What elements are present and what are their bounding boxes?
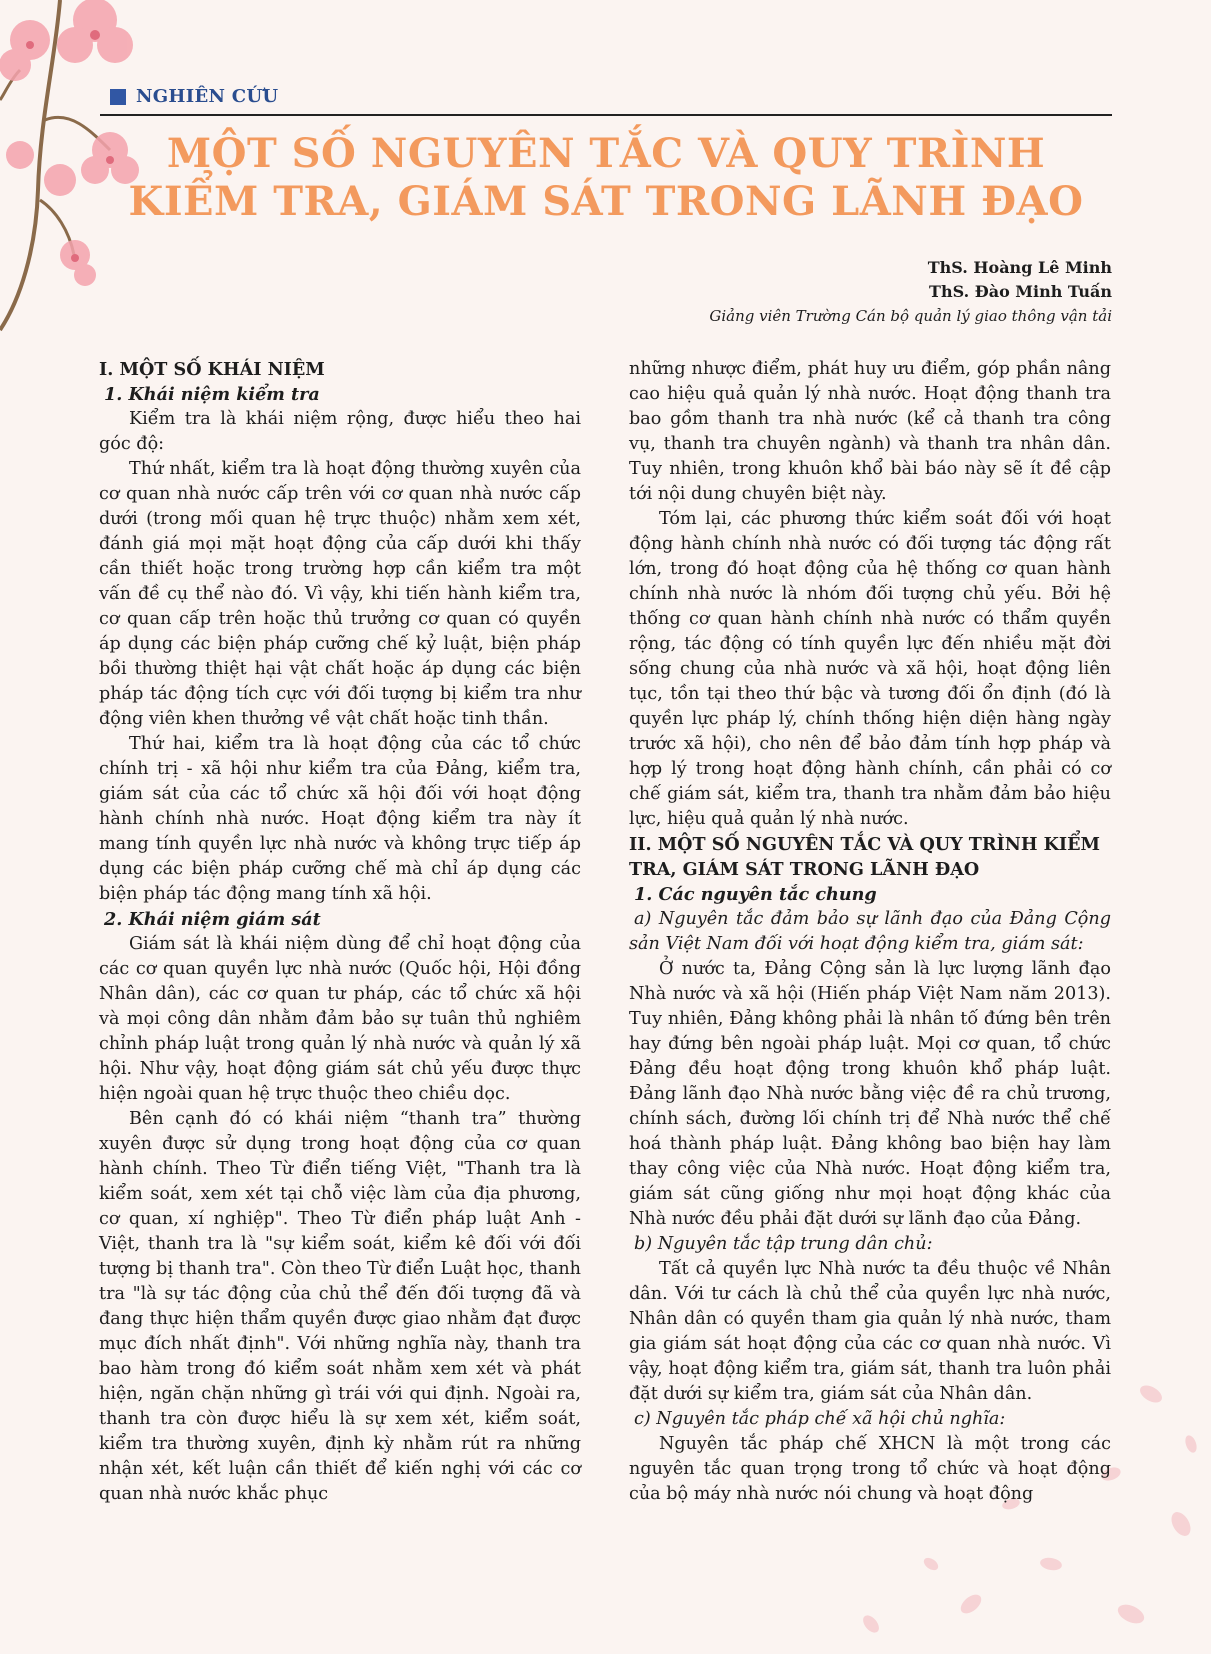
article-title — [100, 130, 1112, 226]
heading-principle-b: b) Nguyên tắc tập trung dân chủ: — [634, 1234, 933, 1254]
heading-concept-supervision: 2. Khái niệm giám sát — [104, 909, 321, 930]
paragraph: Tất cả quyền lực Nhà nước ta đều thuộc về Nhân dân. Với tư cách là chủ thể của quyền lực nhà nước, Nhân dân có quyền tham gia quản lý nhà nước, tham gia giám sát hoạt động của các cơ quan nhà nước. Vì vậy, hoạt động kiểm tra, giám sát, thanh tra luôn phải đặt dưới sự kiểm tra, giám sát của Nhân dân. — [629, 1259, 1111, 1404]
author-1: ThS. Hoàng Lê Minh — [927, 258, 1112, 277]
paragraph: Ở nước ta, Đảng Cộng sản là lực lượng lãnh đạo Nhà nước và xã hội (Hiến pháp Việt Nam năm 2013). Tuy nhiên, Đảng không phải là nhân tố đứng bên trên hay đứng bên ngoài pháp luật. Mọi cơ quan, tổ chức Đảng đều hoạt động trong khuôn khổ pháp luật. Đảng lãnh đạo Nhà nước bằng việc đề ra chủ trương, chính sách, đường lối chính trị để Nhà nước thể chế hoá thành pháp luật. Đảng không bao biện hay làm thay công việc của Nhà nước. Hoạt động kiểm tra, giám sát cũng giống như mọi hoạt động khác của Nhà nước đều phải đặt dưới sự lãnh đạo của Đảng. — [629, 959, 1111, 1229]
heading-principle-a: a) Nguyên tắc đảm bảo sự lãnh đạo của Đảng Cộng sản Việt Nam đối với hoạt động kiểm tra, giám sát: — [629, 909, 1111, 954]
left-column — [99, 357, 581, 1507]
heading-principle-c: c) Nguyên tắc pháp chế xã hội chủ nghĩa: — [634, 1409, 1006, 1429]
paragraph: Thứ hai, kiểm tra là hoạt động của các tổ chức chính trị - xã hội như kiểm tra của Đảng, kiểm tra, giám sát của các tổ chức xã hội đối với hoạt động hành chính nhà nước. Hoạt động kiểm tra này ít mang tính quyền lực nhà nước và không trực tiếp áp dụng các biện pháp cưỡng chế mà chỉ áp dụng các biện pháp tác động mang tính xã hội. — [99, 734, 581, 904]
section-tag-label: NGHIÊN CỨU — [136, 86, 279, 107]
title-line-1: MỘT SỐ NGUYÊN TẮC VÀ QUY TRÌNH — [166, 130, 1046, 177]
heading-section-2: II. MỘT SỐ NGUYÊN TẮC VÀ QUY TRÌNH KIỂM TRA, GIÁM SÁT TRONG LÃNH ĐẠO — [629, 834, 1100, 880]
paragraph: Thứ nhất, kiểm tra là hoạt động thường xuyên của cơ quan nhà nước cấp trên với cơ quan nhà nước cấp dưới (trong mối quan hệ trực thuộc) nhằm xem xét, đánh giá mọi mặt hoạt động của cấp dưới khi thấy cần thiết hoặc trong trường hợp cần kiểm tra một vấn đề cụ thể nào đó. Vì vậy, khi tiến hành kiểm tra, cơ quan cấp trên hoặc thủ trưởng cơ quan có quyền áp dụng các biện pháp cưỡng chế kỷ luật, biện pháp bồi thường thiệt hại vật chất hoặc áp dụng các biện pháp tác động tích cực với đối tượng bị kiểm tra như động viên khen thưởng về vật chất hoặc tinh thần. — [99, 459, 581, 729]
heading-general-principles: 1. Các nguyên tắc chung — [634, 884, 877, 905]
paragraph: Tóm lại, các phương thức kiểm soát đối với hoạt động hành chính nhà nước có đối tượng tác động rất lớn, trong đó hoạt động của hệ thống cơ quan hành chính nhà nước là nhóm đối tượng chủ yếu. Bởi hệ thống cơ quan hành chính nhà nước có thẩm quyền rộng, tác động có tính quyền lực đến nhiều mặt đời sống chung của nhà nước và xã hội, hoạt động liên tục, tồn tại theo thứ bậc và tương đối ổn định (đó là quyền lực pháp lý, chính thống hiện diện hàng ngày trước xã hội), cho nên để bảo đảm tính hợp pháp và hợp lý trong hoạt động hành chính, cần phải có cơ chế giám sát, kiểm tra, thanh tra nhằm đảm bảo hiệu lực, hiệu quả quản lý nhà nước. — [629, 509, 1111, 829]
author-block — [709, 256, 1112, 328]
section-square-icon — [110, 89, 126, 105]
title-line-2: KIỂM TRA, GIÁM SÁT TRONG LÃNH ĐẠO — [128, 178, 1084, 225]
section-tag — [110, 86, 278, 107]
heading-concept-inspection: 1. Khái niệm kiểm tra — [104, 384, 320, 405]
paragraph: những nhược điểm, phát huy ưu điểm, góp phần nâng cao hiệu quả quản lý nhà nước. Hoạt động thanh tra bao gồm thanh tra nhà nước (kể cả thanh tra công vụ, thanh tra chuyên ngành) và thanh tra nhân dân. Tuy nhiên, trong khuôn khổ bài báo này sẽ ít đề cập tới nội dung chuyên biệt này. — [629, 359, 1111, 504]
paragraph: Nguyên tắc pháp chế XHCN là một trong các nguyên tắc quan trọng trong tổ chức và hoạt động của bộ máy nhà nước nói chung và hoạt động — [629, 1434, 1111, 1504]
header-rule — [100, 114, 1112, 116]
paragraph: Kiểm tra là khái niệm rộng, được hiểu theo hai góc độ: — [99, 409, 581, 454]
author-affiliation: Giảng viên Trường Cán bộ quản lý giao thông vận tải — [709, 307, 1112, 325]
paragraph: Bên cạnh đó có khái niệm “thanh tra” thường xuyên được sử dụng trong hoạt động của cơ quan hành chính. Theo Từ điển tiếng Việt, "Thanh tra là kiểm soát, xem xét tại chỗ việc làm của địa phương, cơ quan, xí nghiệp". Theo Từ điển pháp luật Anh - Việt, thanh tra là "sự kiểm soát, kiểm kê đối với đối tượng bị thanh tra". Còn theo Từ điển Luật học, thanh tra "là sự tác động của chủ thể đến đối tượng đã và đang thực hiện thẩm quyền được giao nhằm đạt được mục đích nhất định". Với những nghĩa này, thanh tra bao hàm trong đó kiểm soát nhằm xem xét và phát hiện, ngăn chặn những gì trái với qui định. Ngoài ra, thanh tra còn được hiểu là sự xem xét, kiểm soát, kiểm tra thường xuyên, định kỳ nhằm rút ra những nhận xét, kết luận cần thiết để kiến nghị với các cơ quan nhà nước khắc phục — [99, 1109, 582, 1504]
author-2: ThS. Đào Minh Tuấn — [929, 282, 1112, 301]
heading-section-1: I. MỘT SỐ KHÁI NIỆM — [99, 359, 325, 380]
paragraph: Giám sát là khái niệm dùng để chỉ hoạt động của các cơ quan quyền lực nhà nước (Quốc hội, Hội đồng Nhân dân), các cơ quan tư pháp, các tổ chức xã hội và mọi công dân nhằm đảm bảo sự tuân thủ nghiêm chỉnh pháp luật trong quản lý nhà nước và quản lý xã hội. Như vậy, hoạt động giám sát chủ yếu được thực hiện ngoài quan hệ trực thuộc theo chiều dọc. — [99, 934, 581, 1104]
right-column — [629, 357, 1111, 1507]
